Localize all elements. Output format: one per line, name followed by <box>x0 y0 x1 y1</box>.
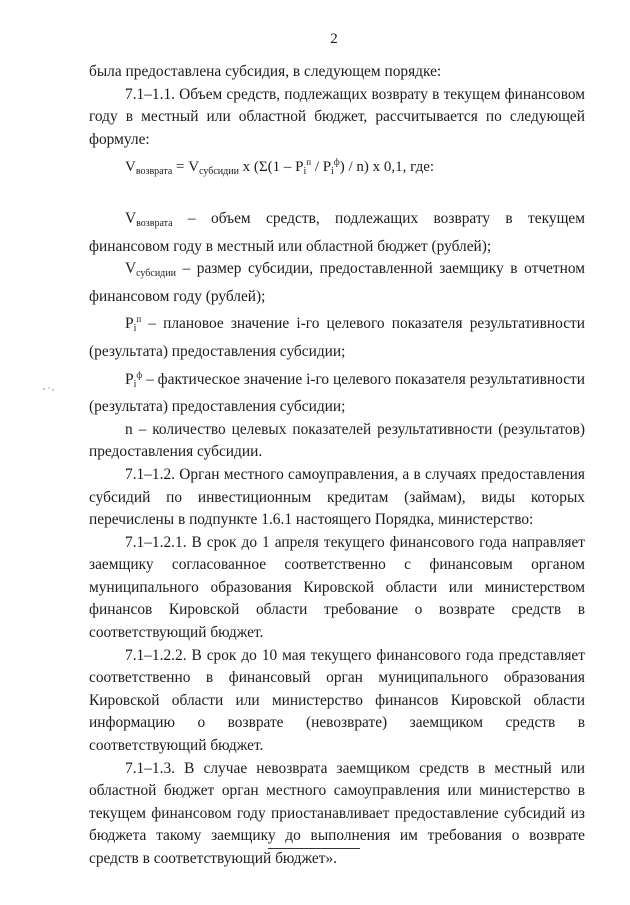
formula-part1: х (Σ(1 – P <box>238 159 304 176</box>
def-subscript: субсидии <box>136 268 176 280</box>
formula-sub-subsidy: субсидии <box>199 166 239 178</box>
def-superscript: п <box>136 314 142 325</box>
return-formula <box>89 151 585 184</box>
def-text: – объем средств, подлежащих возврату в текущем финансовом году в местный или областной бюджет (рублей); <box>89 209 585 255</box>
formula-gap <box>89 184 585 208</box>
formula-i1: i <box>303 166 307 178</box>
paragraph-7-1-1-3: 7.1–1.3. В случае невозврата заемщиком средств в местный или областной бюджет орган местного самоуправления или министерство в текущем финансовом году приостанавливает предоставление субсидий из бюджета такому заемщику до выполнения им требования о возврате средств в соответствующий бюджет». <box>89 759 585 867</box>
paragraph-7-1-1-2-2: 7.1–1.2.2. В срок до 10 мая текущего финансового года представляет соответственно в финансовый орган муниципального образования Кировской области или министерство финансов Кировской области информацию о возврате (невозврате) заемщиком средств в соответствующий бюджет. <box>89 646 585 755</box>
closing-separator-line <box>268 848 360 849</box>
formula-sup-fact: ф <box>333 157 340 168</box>
formula-part2: / P <box>311 159 332 176</box>
formula-sub-return: возврата <box>135 166 173 178</box>
def-text: – фактическое значение i-го целевого показателя результативности (результата) предоставления субсидии; <box>89 370 585 416</box>
def-subscript: возврата <box>136 217 173 229</box>
def-subscript: i <box>133 323 137 335</box>
paragraph-7-1-1-2-1: 7.1–1.2.1. В срок до 1 апреля текущего финансового года направляет заемщику согласованное соответственно с финансовым органом муниципального образования Кировской области или министерством финансов Кировской области требование о возврате средств в соответствующий бюджет. <box>89 533 585 642</box>
page-number: 2 <box>330 31 338 47</box>
formula-eq: = V <box>172 159 200 176</box>
def-superscript: ф <box>136 369 143 380</box>
definition-v-return <box>89 208 585 258</box>
scan-speck <box>42 386 56 392</box>
def-subscript: i <box>133 378 137 390</box>
def-symbol: V <box>125 260 137 278</box>
def-symbol: P <box>125 370 134 388</box>
def-symbol: V <box>125 209 137 227</box>
definition-n: n – количество целевых показателей результативности (результатов) предоставления субсидии. <box>89 420 585 461</box>
definition-p-plan <box>89 308 585 363</box>
paragraph-7-1-1-1: 7.1–1.1. Объем средств, подлежащих возврату в текущем финансовом году в местный или областной бюджет, рассчитывается по следующей формуле: <box>89 85 585 148</box>
definition-v-subsidy <box>89 258 585 308</box>
def-symbol: P <box>125 315 134 333</box>
formula-part3: ) / n) х 0,1, где: <box>339 159 435 176</box>
paragraph-7-1-1-2: 7.1–1.2. Орган местного самоуправления, а в случаях предоставления субсидий по инвестиционным кредитам (займам), виды которых перечислены в подпункте 1.6.1 настоящего Порядка, министерство: <box>89 465 585 529</box>
definition-p-fact <box>89 364 585 419</box>
formula-v: V <box>125 159 136 176</box>
def-text: – плановое значение i-го целевого показателя результативности (результата) предоставления субсидии; <box>89 315 585 360</box>
intro-paragraph: была предоставлена субсидия, в следующем порядке: <box>89 63 442 80</box>
formula-sup-plan: п <box>306 157 312 168</box>
def-text: – размер субсидии, предоставленной заемщику в отчетном финансовом году (рублей); <box>89 260 585 305</box>
formula-i2: i <box>331 166 334 178</box>
document-body <box>89 61 585 871</box>
